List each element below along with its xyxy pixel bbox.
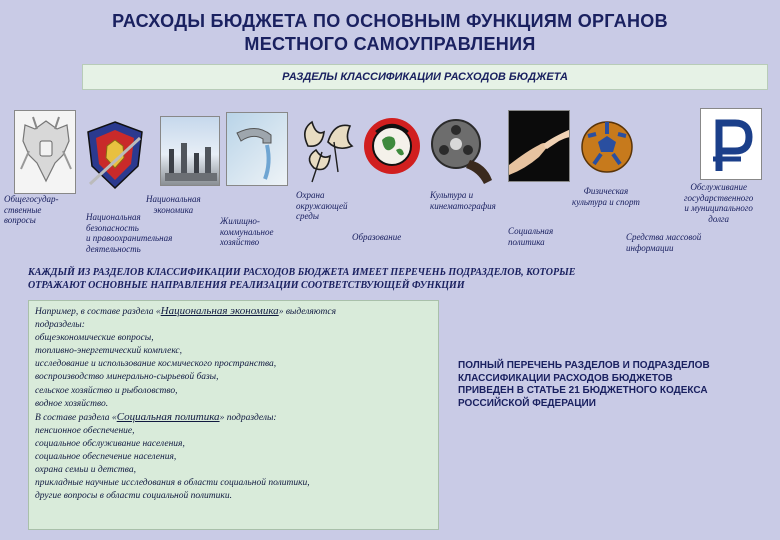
fsb-emblem-icon <box>82 118 148 192</box>
economy-subsection: исследование и использование космического пространства, <box>35 359 277 370</box>
ball-icon <box>580 114 634 180</box>
function-culture <box>430 190 496 211</box>
social-subsection: другие вопросы в области социальной политики. <box>35 491 232 502</box>
function-environment <box>296 190 347 222</box>
ruble-sign-icon <box>700 108 762 180</box>
economy-subsection: топливно-энергетический комплекс, <box>35 346 182 357</box>
function-housing-line: Жилищно- <box>220 216 260 226</box>
example-box <box>28 300 439 530</box>
oil-refinery-icon <box>160 116 220 186</box>
function-sport-line: культура и спорт <box>572 196 640 207</box>
globe-icon <box>362 112 422 184</box>
function-sport <box>572 186 640 207</box>
function-social <box>508 226 553 247</box>
economy-subsection: водное хозяйство. <box>35 398 109 409</box>
title-line-2: МЕСТНОГО САМОУПРАВЛЕНИЯ <box>244 34 536 54</box>
full-list-line: ПРИВЕДЕН В СТАТЬЕ 21 БЮДЖЕТНОГО КОДЕКСА <box>458 385 708 396</box>
title-line-1: РАСХОДЫ БЮДЖЕТА ПО ОСНОВНЫМ ФУНКЦИЯМ ОРГАНОВ <box>112 11 668 31</box>
function-security-line: безопасность <box>86 222 139 233</box>
function-general-line: Общегосудар- <box>4 194 59 204</box>
social-intro-prefix: В составе раздела « <box>35 412 117 423</box>
function-education <box>352 232 401 243</box>
function-debt <box>684 182 753 224</box>
function-security-line: и правоохранительная <box>86 233 173 243</box>
economy-subsection: общеэкономические вопросы, <box>35 333 154 344</box>
full-list-line: КЛАССИФИКАЦИИ РАСХОДОВ БЮДЖЕТОВ <box>458 372 673 384</box>
function-economy-line: Национальная <box>146 194 201 204</box>
slide-title <box>40 10 740 56</box>
note-line: ОТРАЖАЮТ ОСНОВНЫЕ НАПРАВЛЕНИЯ РЕАЛИЗАЦИИ СООТВЕТСТВУЮЩЕЙ ФУНКЦИИ <box>28 280 465 291</box>
function-debt-line: Обслуживание <box>690 182 747 192</box>
social-subsection: прикладные научные исследования в области социальной политики, <box>35 478 310 489</box>
water-tap-icon <box>226 112 288 186</box>
social-subsection: пенсионное обеспечение, <box>35 425 135 436</box>
note-line: КАЖДЫЙ ИЗ РАЗДЕЛОВ КЛАССИФИКАЦИИ РАСХОДОВ БЮДЖЕТА ИМЕЕТ ПЕРЕЧЕНЬ ПОДРАЗДЕЛОВ, КОТОРЫЕ <box>28 267 576 278</box>
function-media-line: Средства массовой <box>626 232 702 242</box>
social-section-name: Социальная политика <box>116 410 220 423</box>
film-reel-icon <box>430 114 496 186</box>
function-media-line: информации <box>626 242 674 253</box>
function-environment-line: Охрана <box>296 190 325 200</box>
social-intro <box>35 411 432 425</box>
full-list-line: ПОЛНЫЙ ПЕРЕЧЕНЬ РАЗДЕЛОВ И ПОДРАЗДЕЛОВ <box>458 360 710 371</box>
function-security-line: деятельность <box>86 243 141 254</box>
economy-section-name: Национальная экономика <box>160 305 279 317</box>
function-sport-line: Физическая <box>583 186 629 196</box>
function-debt-line: и муниципального <box>684 203 753 213</box>
function-media <box>626 232 701 253</box>
function-housing-line: коммунальное <box>220 226 274 237</box>
function-education-line: Образование <box>352 232 402 242</box>
function-general <box>4 194 59 226</box>
function-economy-line: экономика <box>153 204 194 215</box>
function-culture-line: кинематография <box>430 200 496 211</box>
social-subsection: охрана семьи и детства, <box>35 465 136 476</box>
section-header: РАЗДЕЛЫ КЛАССИФИКАЦИИ РАСХОДОВ БЮДЖЕТА <box>82 64 768 90</box>
social-subsection: социальное обслуживание населения, <box>35 438 185 449</box>
function-culture-line: Культура и <box>430 190 474 200</box>
function-debt-line: долга <box>708 213 730 224</box>
subsection-note <box>28 266 770 292</box>
function-debt-line: государственного <box>684 192 754 203</box>
economy-subsection: воспроизводство минерально-сырьевой базы, <box>35 372 219 383</box>
function-general-line: ственные <box>4 204 42 215</box>
function-housing <box>220 216 273 248</box>
function-security <box>86 212 172 254</box>
function-environment-line: окружающей <box>296 200 348 211</box>
function-environment-line: среды <box>296 211 319 221</box>
example-intro <box>35 305 432 319</box>
coat-of-arms-icon <box>14 110 76 194</box>
social-intro-suffix: » подразделы: <box>219 412 277 423</box>
function-general-line: вопросы <box>4 215 36 225</box>
economy-subsection: сельское хозяйство и рыболовство, <box>35 385 178 396</box>
leaves-icon <box>294 112 356 188</box>
function-housing-line: хозяйство <box>220 237 260 247</box>
function-social-line: политика <box>508 236 545 247</box>
example-intro-suffix: » выделяются <box>278 307 337 317</box>
function-security-line: Национальная <box>86 212 141 222</box>
example-intro-prefix: Например, в составе раздела « <box>35 307 161 317</box>
full-list-reference <box>458 360 758 410</box>
full-list-line: РОССИЙСКОЙ ФЕДЕРАЦИИ <box>458 397 596 409</box>
social-subsection: социальное обеспечение населения, <box>35 452 177 463</box>
helping-hands-icon <box>508 110 570 182</box>
example-intro-line2: подразделы: <box>35 320 85 331</box>
function-social-line: Социальная <box>508 226 554 236</box>
